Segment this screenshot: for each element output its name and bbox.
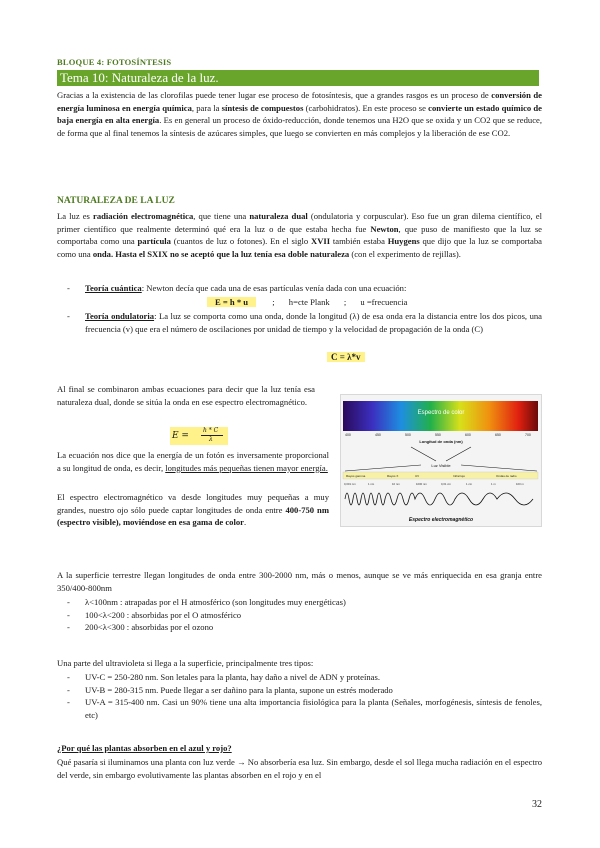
section-title-light: NATURALEZA DE LA LUZ <box>57 196 175 206</box>
formula-quantum: E = h * u <box>207 297 256 307</box>
band-label: Rayos X <box>387 474 399 478</box>
question-paragraph: Qué pasaría si iluminamos una planta con luz verde → No absorbería esa luz. Sin embargo, desde el sol llega mucha radiación en el espectro del verde, sin embargo evolutivamente las plantas absorben en el rojo y en el <box>57 757 542 780</box>
dual-paragraph: Al final se combinaron ambas ecuaciones para decir que la luz tenía esa naturaleza dual, donde se sitúa la onda en ese espectro electromagnético. <box>57 384 315 407</box>
visible-label: Luz Visible <box>431 463 451 468</box>
tick-label: 600 <box>465 433 471 437</box>
scale-label: 0,01 cm <box>441 482 451 486</box>
list-item: - 200<λ<300 : absorbidas por el ozono <box>67 622 214 633</box>
wavelength-label: Longitud de onda (nm) <box>419 439 463 444</box>
scale-label: 1 nm <box>368 482 375 486</box>
intro-paragraph: Gracias a la existencia de las clorofilas puede tener lugar ese proceso de fotosíntesis, que a grandes rasgos es un proceso de conversión de energía luminosa en energía química, para la síntesis de compuestos (carbohidratos). En este proceso se convierte un estado químico de baja energía en alta energía. Es en general un proceso de óxido-reducción, donde tenemos una H2O que se oxida y un CO2 que se reduce, de forma que al final tenemos la síntesis de azúcares simples, que luego se convierten en más complejos y la liberación de ese CO2. <box>57 90 542 138</box>
list-item: - 100<λ<200 : absorbidas por el O atmosférico <box>67 609 242 620</box>
list-item-quantum: - Teoría cuántica: Newton decía que cada una de esas partículas venía dada con una ecuación: <box>67 283 407 293</box>
band-label: Infrarrojo <box>453 474 466 478</box>
scale-label: 1 cm <box>466 482 473 486</box>
energy-paragraph: La ecuación nos dice que la energía de un fotón es inversamente proporcional a su longitud de onda, es decir, longitudes más pequeñas tienen mayor energía. <box>57 450 329 473</box>
scale-labels <box>344 482 524 486</box>
list-item-wave: - Teoría ondulatoria: La luz se comporta como una onda, donde la longitud (λ) de esa onda era la distancia entre los dos picos, una frecuencia (v) que era el número de oscilaciones por unidad de tiempo y la velocidad de propagación de la onda (C) <box>67 311 542 334</box>
theory-list-2 <box>57 310 542 335</box>
wave-curve <box>345 493 533 505</box>
question-title: ¿Por qué las plantas absorben en el azul y rojo? <box>57 743 232 753</box>
scale-label: 1 m <box>491 482 496 486</box>
band-label: UV <box>415 474 420 478</box>
tick-label: 500 <box>405 433 411 437</box>
tick-label: 550 <box>435 433 441 437</box>
tick-labels <box>345 433 531 437</box>
tick-label: 400 <box>345 433 351 437</box>
tick-label: 450 <box>375 433 381 437</box>
list-item-uvb: - UV-B = 280-315 nm. Puede llegar a ser dañino para la planta, supone un estrés moderado <box>67 684 393 695</box>
page-number: 32 <box>532 799 542 810</box>
band-label: Ondas de radio <box>496 474 517 478</box>
theory-list <box>57 282 542 295</box>
figure-caption: Espectro electromagnético <box>408 517 474 523</box>
spectrum-figure <box>340 394 542 527</box>
uv-list <box>57 671 542 721</box>
surface-paragraph: A la superficie terrestre llegan longitudes de onda entre 300-2000 nm, más o menos, aunque se ve más enriquecida en esa granja entre 350/400-800nm <box>57 570 542 593</box>
scale-label: 1000 nm <box>416 482 427 486</box>
light-nature-paragraph: La luz es radiación electromagnética, que tiene una naturaleza dual (ondulatoria y corpuscular). Eso fue un gran dilema científico, el primer científico que realmente determinó qué era la luz o de que estaba hecha fue Newton, que puso de manifiesto que la luz se comportaba como una partícula (cuantos de luz o fotones). En el siglo XVII también estaba Huygens que dijo que la luz se comportaba como una onda. Hasta el SXIX no se aceptó que la luz tenía esa doble naturaleza (con el experimento de rejillas). <box>57 211 543 259</box>
block-label: BLOQUE 4: FOTOSÍNTESIS <box>57 57 172 67</box>
absorption-list <box>57 596 542 634</box>
tick-label: 650 <box>495 433 501 437</box>
scale-label: 10 nm <box>392 482 400 486</box>
formula-wave: C = λ*v <box>327 352 365 362</box>
zoom-lines <box>411 447 471 461</box>
uv-intro-paragraph: Una parte del ultravioleta si llega a la superficie, principalmente tres tipos: <box>57 658 314 668</box>
scale-label: 0,001 nm <box>344 482 356 486</box>
spectrum-paragraph: El espectro electromagnético va desde longitudes muy pequeñas a muy grandes, nuestro ojo sólo puede captar longitudes de onda entre 400-750 nm (espectro visible), moviéndose en esa gama de color. <box>57 492 329 528</box>
tick-label: 700 <box>525 433 531 437</box>
figure-title: Espectro de color <box>417 410 465 416</box>
visible-gradient-bar <box>343 401 538 431</box>
band-label: Rayos gamma <box>346 474 366 478</box>
topic-title: Tema 10: Naturaleza de la luz. <box>57 70 539 86</box>
formula-energy: E = h * C λ <box>170 427 228 445</box>
list-item-uva: - UV-A = 315-400 nm. Casi un 90% tiene una alta importancia fisiológica para la planta (Señales, morfogénesis, síntesis de fenoles, etc) <box>67 697 542 720</box>
scale-label: 100 m <box>516 482 524 486</box>
list-item: - λ<100nm : atrapadas por el H atmosférico (son longitudes muy energéticas) <box>67 597 346 607</box>
quantum-formula-row: E = h * u ; h=cte Plank ; u =frecuencia <box>207 296 407 308</box>
list-item-uvc: - UV-C = 250-280 nm. Son letales para la planta, hay daño a nivel de ADN y proteínas. <box>67 672 380 682</box>
